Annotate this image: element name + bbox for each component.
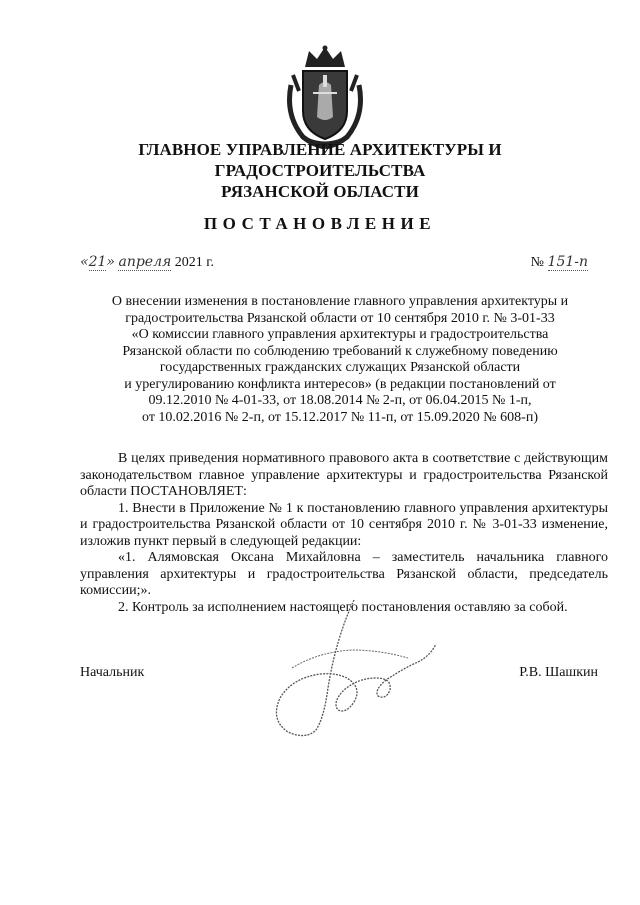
subject-line: государственных гражданских служащих Рязанской области bbox=[159, 360, 521, 375]
date-year: 2021 г. bbox=[174, 255, 214, 270]
date-open-quote: « bbox=[80, 254, 89, 270]
subject-line: 09.12.2010 № 4-01-33, от 18.08.2014 № 2-п, от 06.04.2015 № 1-п, bbox=[148, 393, 532, 408]
document-subject bbox=[80, 294, 600, 426]
number-value: 151-п bbox=[547, 254, 588, 270]
header-line-2: РЯЗАНСКОЙ ОБЛАСТИ bbox=[221, 182, 419, 201]
signer-position: Начальник bbox=[80, 665, 145, 680]
item-2-paragraph: 2. Контроль за исполнением настоящего постановления оставляю за собой. bbox=[118, 599, 568, 615]
organization-header bbox=[40, 139, 600, 202]
document-body bbox=[80, 451, 608, 616]
number-prefix: № bbox=[530, 255, 545, 270]
coat-of-arms-icon bbox=[283, 45, 367, 149]
handwritten-signature-icon bbox=[258, 598, 438, 748]
item-1-paragraph: 1. Внести в Приложение № 1 к постановлению главного управления архитектуры и градостроительства Рязанской области от 10 сентября 2010 г. № 3-01-33 изменение, изложив пункт первый в следующей редакции: bbox=[80, 500, 608, 549]
document-number bbox=[531, 254, 588, 271]
date-month: апреля bbox=[118, 254, 172, 270]
quoted-text-paragraph: «1. Алямовская Оксана Михайловна – заместитель начальника главного управления архитектуры и градостроительства Рязанской области, председатель комиссии;». bbox=[80, 550, 608, 598]
signer-name: Р.В. Шашкин bbox=[519, 665, 598, 680]
document-date bbox=[80, 254, 214, 271]
subject-line: Рязанской области по соблюдению требований к служебному поведению bbox=[122, 343, 558, 359]
subject-line: О внесении изменения в постановление главного управления архитектуры и bbox=[111, 294, 569, 309]
subject-line: и урегулированию конфликта интересов» (в редакции постановлений от bbox=[124, 376, 556, 392]
preamble-paragraph: В целях приведения нормативного правового акта в соответствие с действующим законодательством главное управление архитектуры и градостроительства Рязанской области ПОСТАНОВЛЯЕТ: bbox=[80, 451, 608, 499]
date-day: 21 bbox=[88, 254, 107, 270]
document-title: ПОСТАНОВЛЕНИЕ bbox=[203, 214, 437, 233]
date-close-quote: » bbox=[106, 254, 115, 270]
subject-line: от 10.02.2016 № 2-п, от 15.12.2017 № 11-п, от 15.09.2020 № 608-п) bbox=[142, 409, 538, 425]
subject-line: градостроительства Рязанской области от 10 сентября 2010 г. № 3-01-33 bbox=[125, 310, 555, 326]
subject-line: «О комиссии главного управления архитектуры и градостроительства bbox=[131, 327, 549, 342]
header-line-1: ГЛАВНОЕ УПРАВЛЕНИЕ АРХИТЕКТУРЫ И ГРАДОСТРОИТЕЛЬСТВА bbox=[138, 140, 502, 180]
